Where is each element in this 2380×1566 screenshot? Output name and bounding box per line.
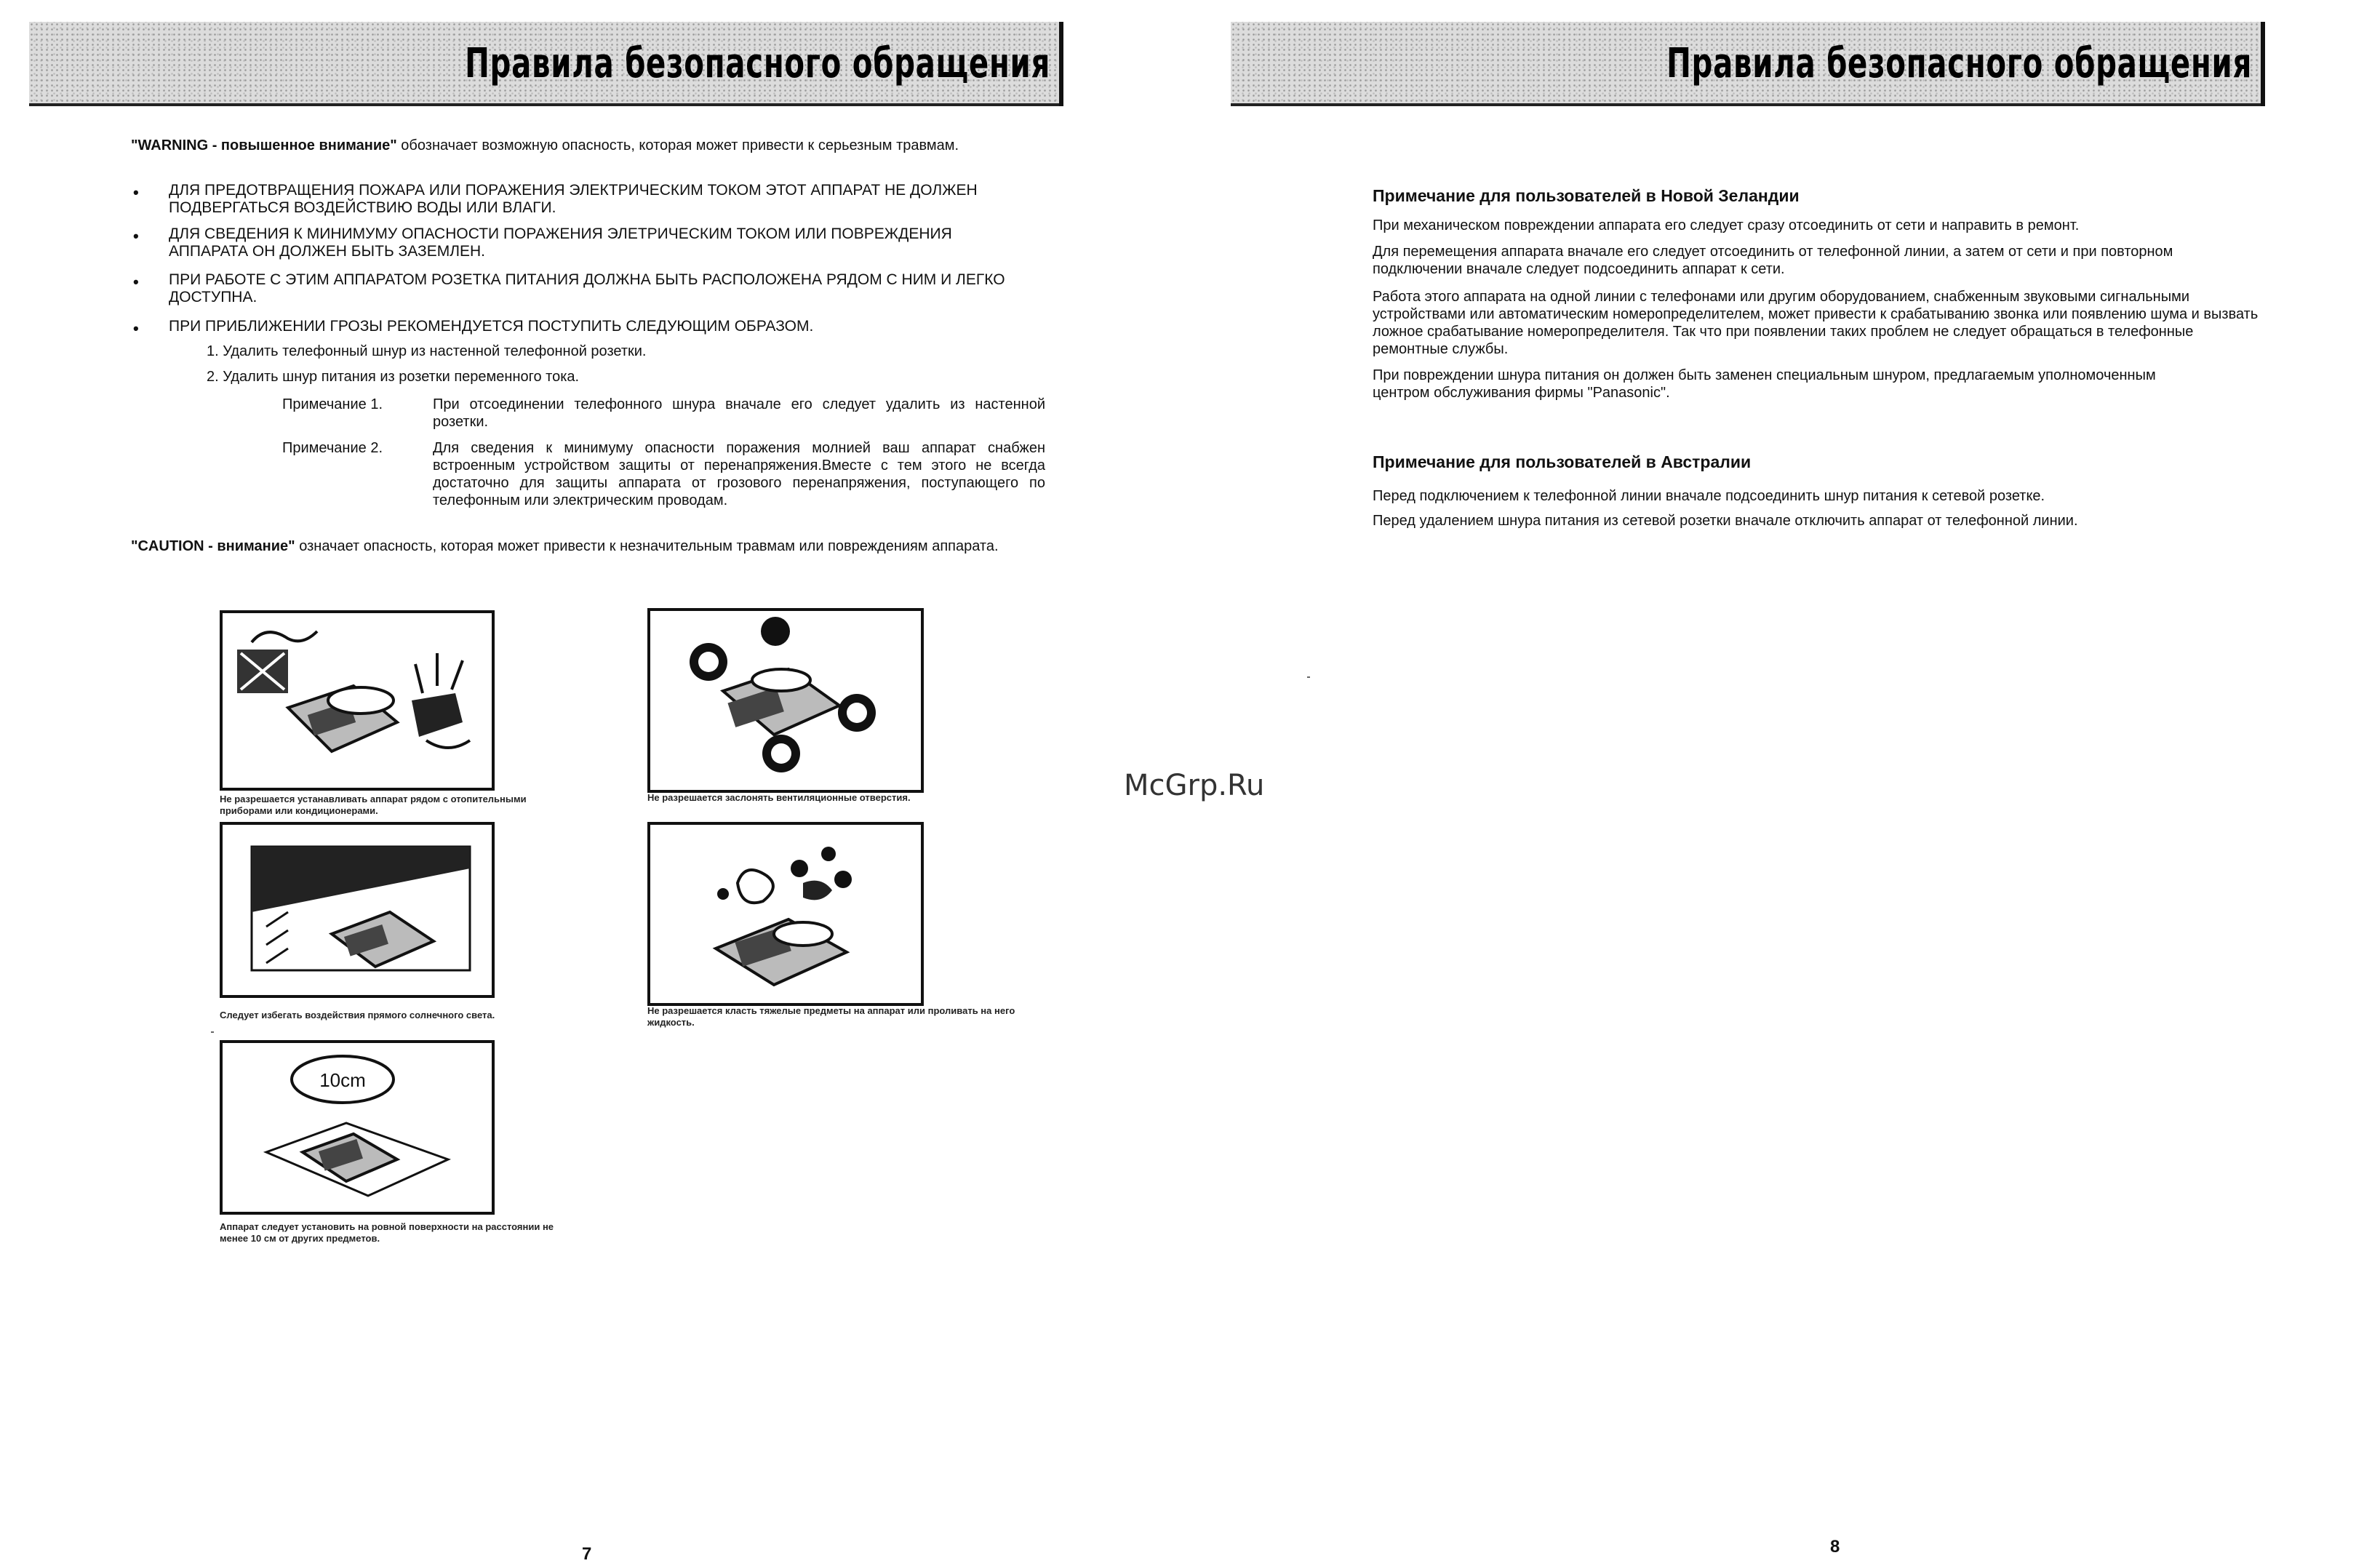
figure-clearance (220, 1040, 495, 1215)
clearance-illustration-icon (223, 1043, 492, 1212)
warning-label: "WARNING - повышенное внимание" (131, 137, 397, 153)
figure-sunlight (220, 822, 495, 998)
right-page (1190, 0, 2380, 1566)
warning-bullet: ДЛЯ ПРЕДОТВРАЩЕНИЯ ПОЖАРА ИЛИ ПОРАЖЕНИЯ ЭЛЕКТРИЧЕСКИМ ТОКОМ ЭТОТ АППАРАТ НЕ ДОЛЖЕН ПОДВЕРГАТЬСЯ ВОЗДЕЙСТВИЮ ВОДЫ ИЛИ ВЛАГИ. (169, 182, 978, 216)
au-paragraph: Перед подключением к телефонной линии вначале подсоединить шнур питания к сетевой розетке. (1373, 488, 2045, 504)
caution-paragraph (131, 538, 1026, 555)
nz-paragraph: При механическом повреждении аппарата его следует сразу отсоединить от сети и направить в ремонт. (1373, 217, 2080, 233)
bullet-dot: • (133, 273, 139, 291)
header-rule (1059, 22, 1063, 106)
warning-bullet: ПРИ РАБОТЕ С ЭТИМ АППАРАТОМ РОЗЕТКА ПИТАНИЯ ДОЛЖНА БЫТЬ РАСПОЛОЖЕНА РЯДОМ С НИМ И ЛЕГКО ДОСТУПНА. (169, 271, 1005, 305)
sunlight-illustration-icon (223, 825, 492, 995)
caution-text: означает опасность, которая может привести к незначительным травмам или повреждениям аппарата. (295, 538, 999, 554)
nz-paragraph: При повреждении шнура питания он должен быть заменен специальным шнуром, предлагаемым уполномоченным центром обслуживания фирмы "Panasonic". (1373, 367, 2156, 401)
bullet-dot: • (133, 319, 139, 337)
heater-illustration-icon (223, 613, 492, 788)
stray-mark (211, 1031, 214, 1033)
warning-bullet: ПРИ ПРИБЛИЖЕНИИ ГРОЗЫ РЕКОМЕНДУЕТСЯ ПОСТУПИТЬ СЛЕДУЮЩИМ ОБРАЗОМ. (169, 318, 814, 335)
au-paragraph: Перед удалением шнура питания из сетевой розетки вначале отключить аппарат от телефонной линии. (1373, 513, 2078, 529)
note-text: Для сведения к минимуму опасности поражения молнией ваш аппарат снабжен встроенным устройством защиты от перенапряжения.Вместе с тем этого не всегда достаточно для защиты аппарата от грозового перенапряжения, поступающего по телефонным или электрическим проводам. (433, 440, 1045, 508)
figure-heater (220, 610, 495, 791)
nz-paragraph: Работа этого аппарата на одной линии с телефонами или другим оборудованием, снабженным звуковыми сигнальными устройствами или автоматическим номеропределителем, может привести к срабатыванию звонка или появлению шума и вызвать ложное срабатывание номеропределителя. Так что при появлении таких проблем не следует обращаться в телефонные ремонтные службы. (1373, 289, 2259, 357)
figure-caption: Не разрешается устанавливать аппарат рядом с отопительными приборами или кондиционерами. (220, 794, 527, 816)
header-rule (2261, 22, 2265, 106)
ventilation-illustration-icon (650, 611, 921, 790)
page-title: Правила безопасного обращения (464, 40, 1050, 87)
figure-caption: Не разрешается класть тяжелые предметы на аппарат или проливать на него жидкость. (647, 1005, 1015, 1028)
warning-bullet: ДЛЯ СВЕДЕНИЯ К МИНИМУМУ ОПАСНОСТИ ПОРАЖЕНИЯ ЭЛЕТРИЧЕСКИМ ТОКОМ ИЛИ ПОВРЕЖДЕНИЯ АППАРАТА ОН ДОЛЖЕН БЫТЬ ЗАЗЕМЛЕН. (169, 225, 952, 260)
figure-caption: Следует избегать воздействия прямого солнечного света. (220, 1010, 495, 1020)
section-heading-au: Примечание для пользователей в Австралии (1373, 452, 1752, 471)
page-title: Правила безопасного обращения (1666, 40, 2252, 87)
caution-label: "CAUTION - внимание" (131, 538, 295, 554)
clearance-label: 10cm (319, 1069, 366, 1091)
step-item: 2. Удалить шнур питания из розетки переменного тока. (207, 369, 580, 385)
figure-caption: Не разрешается заслонять вентиляционные отверстия. (647, 792, 911, 803)
page-number: 8 (1830, 1537, 1840, 1557)
liquid-illustration-icon (650, 825, 921, 1003)
note-label: Примечание 2. (282, 440, 383, 456)
section-heading-nz: Примечание для пользователей в Новой Зеландии (1373, 186, 1800, 205)
watermark: McGrp.Ru (1124, 769, 1265, 802)
note-label: Примечание 1. (282, 396, 383, 412)
page-number: 7 (582, 1544, 592, 1564)
bullet-dot: • (133, 227, 139, 245)
warning-text: обозначает возможную опасность, которая может привести к серьезным травмам. (396, 137, 959, 153)
step-item: 1. Удалить телефонный шнур из настенной телефонной розетки. (207, 343, 647, 359)
figure-heavy-objects (647, 822, 924, 1006)
figure-ventilation (647, 608, 924, 793)
bullet-dot: • (133, 183, 139, 201)
nz-paragraph: Для перемещения аппарата вначале его следует отсоединить от телефонной линии, а затем от сети и при повторном подключении вначале следует подсоединить аппарат к сети. (1373, 244, 2173, 277)
figure-caption: Аппарат следует установить на ровной поверхности на расстоянии не менее 10 см от других предметов. (220, 1221, 554, 1244)
warning-paragraph (131, 137, 1004, 154)
note-text: При отсоединении телефонного шнура вначале его следует удалить из настенной розетки. (433, 396, 1045, 430)
